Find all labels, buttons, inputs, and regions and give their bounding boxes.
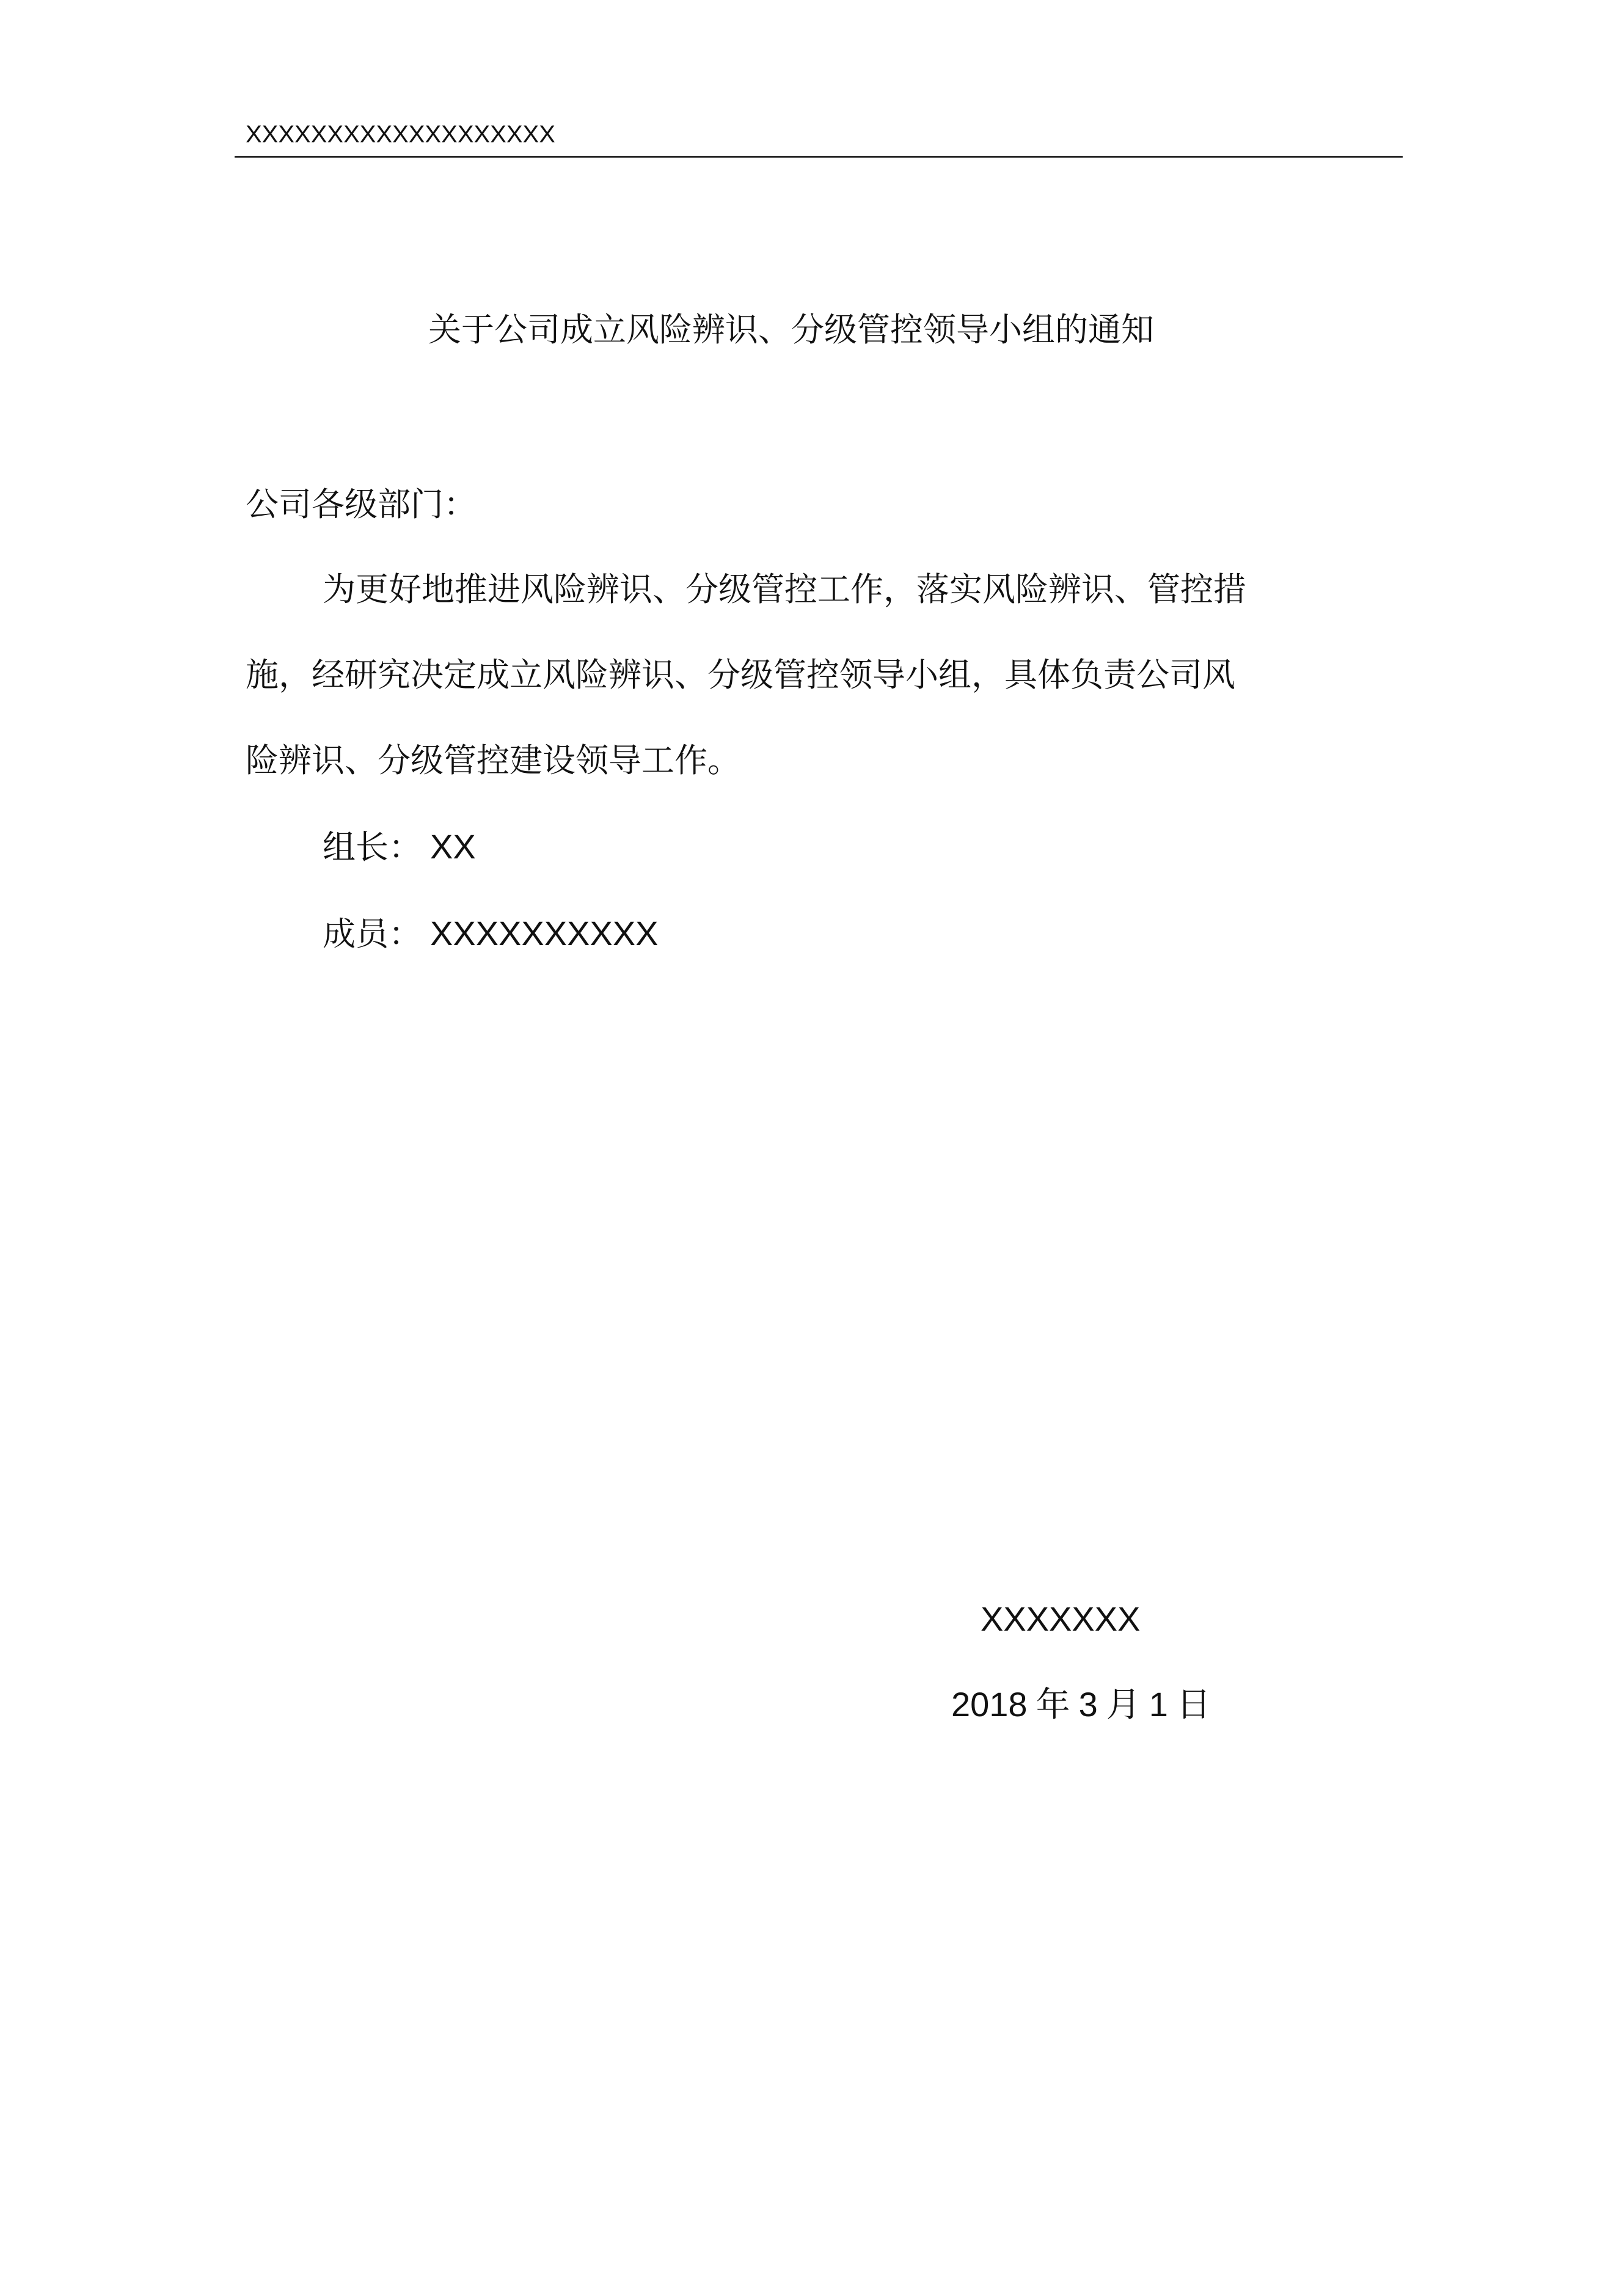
members-label: 成员：	[323, 915, 422, 953]
body-paragraph-line-1: 为更好地推进风险辨识、分级管控工作，落实风险辨识、管控措	[323, 570, 1246, 609]
date-year-unit: 年	[1036, 1685, 1070, 1725]
page-header-text: XXXXXXXXXXXXXXXXXXX	[246, 121, 555, 148]
date-day: 1	[1149, 1685, 1168, 1724]
signature-organization: XXXXXXX	[981, 1600, 1141, 1638]
date-day-unit: 日	[1176, 1685, 1211, 1725]
signature-date	[951, 1680, 1219, 1730]
body-paragraph-line-3: 险辨识、分级管控建设领导工作。	[246, 741, 740, 780]
members-names: XXXXXXXXXX	[430, 914, 659, 952]
document-title: 关于公司成立风险辨识、分级管控领导小组的通知	[428, 310, 1154, 349]
date-year: 2018	[951, 1685, 1028, 1724]
date-month: 3	[1078, 1685, 1098, 1724]
leader-name: XX	[430, 827, 476, 866]
date-month-unit: 月	[1106, 1685, 1141, 1725]
header-divider	[235, 156, 1403, 158]
body-paragraph-line-2: 施，经研究决定成立风险辨识、分级管控领导小组，具体负责公司风	[246, 656, 1235, 694]
salutation: 公司各级部门：	[246, 485, 477, 524]
leader-label: 组长：	[323, 828, 422, 866]
leader-row	[323, 822, 476, 872]
members-row	[323, 909, 659, 959]
